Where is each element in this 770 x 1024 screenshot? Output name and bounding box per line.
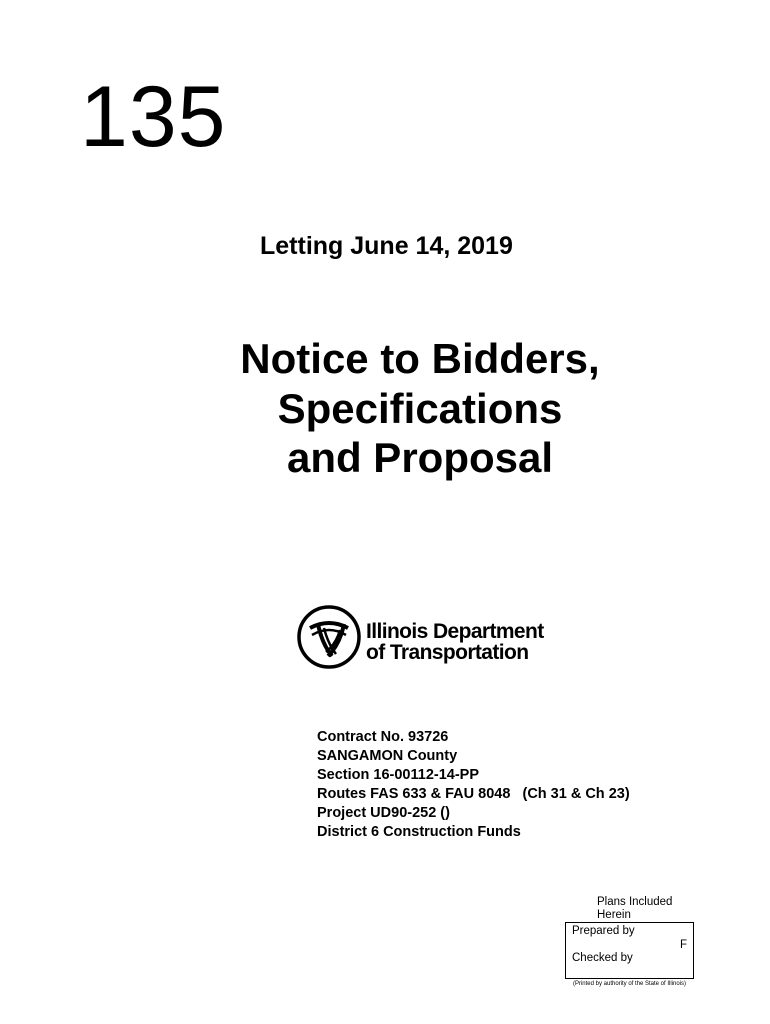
idot-seal-icon: [296, 604, 362, 670]
contract-number: Contract No. 93726: [317, 729, 449, 745]
signature-box: [565, 922, 694, 979]
plans-note: [597, 896, 672, 922]
county: SANGAMON County: [317, 748, 458, 764]
agency-name-line-2: of Transportation: [366, 641, 529, 664]
agency-name: [366, 621, 544, 663]
printed-authority-note: (Printed by authority of the State of Illinois): [572, 981, 687, 987]
item-number: 135: [80, 69, 227, 165]
district-funds: District 6 Construction Funds: [317, 824, 521, 840]
title-line-1: Notice to Bidders,: [240, 335, 600, 382]
routes: Routes FAS 633 & FAU 8048 (Ch 31 & Ch 23): [317, 786, 630, 802]
document-title: [200, 334, 640, 483]
plans-line-1: Plans Included: [597, 896, 673, 908]
plans-line-2: Herein: [597, 909, 631, 921]
contract-details: [317, 728, 630, 842]
title-line-2: Specifications: [277, 384, 563, 432]
idot-logo: [296, 604, 556, 680]
checked-by-label: Checked by: [572, 952, 633, 964]
letting-date: Letting June 14, 2019: [260, 232, 513, 260]
project: Project UD90-252 (): [317, 805, 450, 821]
section: Section 16-00112-14-PP: [317, 767, 480, 783]
agency-name-line-1: Illinois Department: [366, 620, 544, 643]
prepared-by-label: Prepared by: [572, 925, 635, 937]
f-mark: F: [679, 939, 687, 951]
title-line-3: and Proposal: [286, 434, 554, 482]
